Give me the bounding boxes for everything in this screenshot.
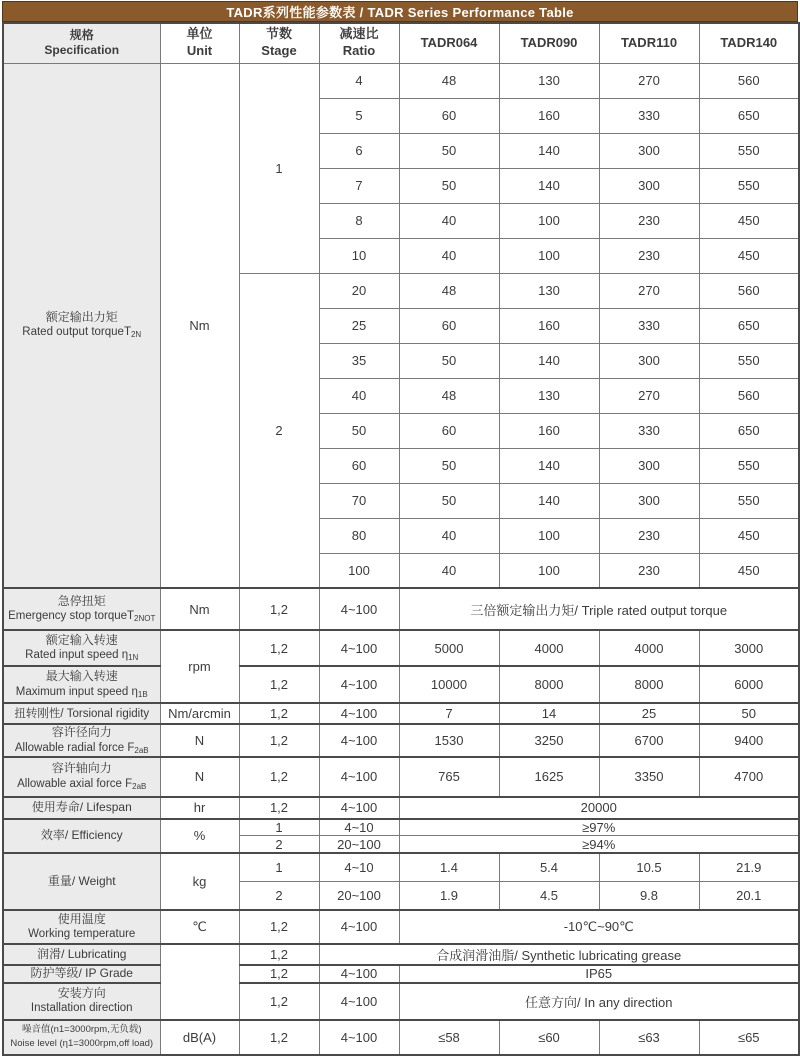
stage-cell: 1,2 xyxy=(239,588,319,630)
value-cell: 4700 xyxy=(699,757,799,797)
subscript: 1B xyxy=(137,689,148,699)
value-cell: 60 xyxy=(399,413,499,448)
unit-cell: rpm xyxy=(160,630,239,703)
unit-cell: Nm xyxy=(160,588,239,630)
value-cell: 40 xyxy=(399,203,499,238)
value-cell: 50 xyxy=(399,343,499,378)
table-row xyxy=(3,703,799,724)
ratio-cell: 10 xyxy=(319,238,399,273)
ratio-cell: 20~100 xyxy=(319,836,399,853)
value-cell: 40 xyxy=(399,518,499,553)
value-cell: 50 xyxy=(399,483,499,518)
ratio-cell: 5 xyxy=(319,98,399,133)
unit-cell: Nm xyxy=(160,63,239,588)
table-row xyxy=(3,588,799,630)
header-model-tadr140: TADR140 xyxy=(699,23,799,63)
ratio-cell: 4 xyxy=(319,63,399,98)
value-span-cell: 合成润滑油脂/ Synthetic lubricating grease xyxy=(319,944,799,965)
value-cell: 230 xyxy=(599,203,699,238)
table-row xyxy=(3,944,799,965)
table-title: TADR系列性能参数表 / TADR Series Performance Table xyxy=(226,5,574,20)
unit-cell: N xyxy=(160,757,239,797)
value-cell: 550 xyxy=(699,343,799,378)
header-model-tadr090: TADR090 xyxy=(499,23,599,63)
ratio-cell: 4~100 xyxy=(319,724,399,757)
ratio-cell: 40 xyxy=(319,378,399,413)
value-cell: 6700 xyxy=(599,724,699,757)
value-cell: 4000 xyxy=(599,630,699,666)
value-cell: 230 xyxy=(599,518,699,553)
value-cell: 60 xyxy=(399,308,499,343)
value-cell: 160 xyxy=(499,308,599,343)
value-cell: 4.5 xyxy=(499,882,599,910)
value-cell: 450 xyxy=(699,203,799,238)
value-cell: 9.8 xyxy=(599,882,699,910)
table-row xyxy=(3,724,799,757)
ratio-cell: 4~100 xyxy=(319,1020,399,1055)
stage-cell: 1,2 xyxy=(239,944,319,965)
value-cell: 650 xyxy=(699,308,799,343)
ratio-cell: 4~10 xyxy=(319,819,399,836)
value-cell: 300 xyxy=(599,483,699,518)
value-cell: 550 xyxy=(699,133,799,168)
spec-efficiency: 效率/ Efficiency xyxy=(3,819,160,853)
table-row xyxy=(3,910,799,944)
value-cell: 550 xyxy=(699,168,799,203)
value-cell: 140 xyxy=(499,448,599,483)
performance-table xyxy=(2,22,800,1056)
value-cell: 100 xyxy=(499,518,599,553)
value-cell: 1.9 xyxy=(399,882,499,910)
spec-maximum-input-speed: 最大输入转速 Maximum input speed $\eta_{1B}$ xyxy=(3,666,160,703)
value-cell: 50 xyxy=(399,168,499,203)
unit-cell-empty xyxy=(160,944,239,1020)
value-span-cell: 任意方向/ In any direction xyxy=(399,983,799,1020)
value-cell: 130 xyxy=(499,378,599,413)
stage-cell: 1 xyxy=(239,819,319,836)
value-cell: 6000 xyxy=(699,666,799,703)
ratio-cell: 35 xyxy=(319,343,399,378)
stage-cell: 1,2 xyxy=(239,1020,319,1055)
value-cell: 300 xyxy=(599,343,699,378)
value-cell: 1625 xyxy=(499,757,599,797)
ratio-cell: 60 xyxy=(319,448,399,483)
value-cell: 60 xyxy=(399,98,499,133)
value-cell: 8000 xyxy=(599,666,699,703)
spec-installation-direction: 安装方向 Installation direction xyxy=(3,983,160,1020)
value-cell: 100 xyxy=(499,238,599,273)
header-ratio: 减速比 Ratio xyxy=(319,23,399,63)
stage-cell: 1,2 xyxy=(239,666,319,703)
value-cell: 330 xyxy=(599,98,699,133)
ratio-cell: 4~100 xyxy=(319,797,399,819)
value-cell: 230 xyxy=(599,238,699,273)
value-span-cell: ≥97% xyxy=(399,819,799,836)
value-cell: 330 xyxy=(599,413,699,448)
value-cell: ≤63 xyxy=(599,1020,699,1055)
value-span-cell: IP65 xyxy=(399,965,799,983)
value-cell: 8000 xyxy=(499,666,599,703)
table-row xyxy=(3,1020,799,1055)
value-cell: 300 xyxy=(599,448,699,483)
value-cell: 140 xyxy=(499,343,599,378)
value-cell: 270 xyxy=(599,63,699,98)
unit-cell: kg xyxy=(160,853,239,910)
value-cell: 5000 xyxy=(399,630,499,666)
value-cell: 50 xyxy=(699,703,799,724)
value-cell: 4000 xyxy=(499,630,599,666)
value-cell: 560 xyxy=(699,63,799,98)
unit-cell: ℃ xyxy=(160,910,239,944)
header-model-tadr064: TADR064 xyxy=(399,23,499,63)
value-cell: 270 xyxy=(599,273,699,308)
value-cell: 21.9 xyxy=(699,853,799,882)
value-span-cell: ≥94% xyxy=(399,836,799,853)
value-cell: 1.4 xyxy=(399,853,499,882)
stage-cell: 1,2 xyxy=(239,724,319,757)
ratio-cell: 7 xyxy=(319,168,399,203)
ratio-cell: 4~100 xyxy=(319,666,399,703)
value-cell: 3000 xyxy=(699,630,799,666)
value-cell: 450 xyxy=(699,238,799,273)
unit-cell: Nm/arcmin xyxy=(160,703,239,724)
table-row xyxy=(3,757,799,797)
subscript: 2NOT xyxy=(134,614,156,624)
value-cell: ≤65 xyxy=(699,1020,799,1055)
ratio-cell: 6 xyxy=(319,133,399,168)
spec-emergency-stop-torque: 急停扭矩 Emergency stop torqueT$_{2NOT}$ xyxy=(3,588,160,630)
value-cell: 20.1 xyxy=(699,882,799,910)
spec-weight: 重量/ Weight xyxy=(3,853,160,910)
value-span-cell: 三倍额定输出力矩/ Triple rated output torque xyxy=(399,588,799,630)
stage-cell: 1,2 xyxy=(239,965,319,983)
table-row xyxy=(3,630,799,666)
stage-cell: 1,2 xyxy=(239,630,319,666)
header-unit: 单位 Unit xyxy=(160,23,239,63)
table-row xyxy=(3,819,799,836)
ratio-cell: 20~100 xyxy=(319,882,399,910)
value-cell: 300 xyxy=(599,168,699,203)
value-cell: 650 xyxy=(699,413,799,448)
stage-cell: 1 xyxy=(239,853,319,882)
ratio-cell: 4~10 xyxy=(319,853,399,882)
spec-allowable-axial-force: 容许轴向力 Allowable axial force $F_{2aB}$ xyxy=(3,757,160,797)
spec-torsional-rigidity: 扭转刚性/ Torsional rigidity xyxy=(3,703,160,724)
value-span-cell: 20000 xyxy=(399,797,799,819)
ratio-cell: 100 xyxy=(319,553,399,588)
subscript: 2N xyxy=(130,330,142,340)
value-cell: 230 xyxy=(599,553,699,588)
value-cell: ≤58 xyxy=(399,1020,499,1055)
table-row xyxy=(3,983,799,1020)
ratio-cell: 4~100 xyxy=(319,588,399,630)
value-cell: 160 xyxy=(499,413,599,448)
value-cell: 5.4 xyxy=(499,853,599,882)
ratio-cell: 25 xyxy=(319,308,399,343)
subscript: 2aB xyxy=(132,782,147,792)
spec-lifespan: 使用寿命/ Lifespan xyxy=(3,797,160,819)
ratio-cell: 4~100 xyxy=(319,703,399,724)
value-cell: 3350 xyxy=(599,757,699,797)
spec-noise-level: 噪音值(n1=3000rpm,无负载) Noise level (η1=3000rpm,off load) xyxy=(3,1020,160,1055)
header-model-tadr110: TADR110 xyxy=(599,23,699,63)
ratio-cell: 80 xyxy=(319,518,399,553)
value-cell: 50 xyxy=(399,448,499,483)
ratio-cell: 8 xyxy=(319,203,399,238)
value-cell: 130 xyxy=(499,63,599,98)
table-row xyxy=(3,965,799,983)
table-row xyxy=(3,853,799,882)
value-cell: 25 xyxy=(599,703,699,724)
value-cell: 50 xyxy=(399,133,499,168)
spec-lubricating: 润滑/ Lubricating xyxy=(3,944,160,965)
stage-cell: 1,2 xyxy=(239,703,319,724)
stage-cell: 2 xyxy=(239,836,319,853)
value-cell: 3250 xyxy=(499,724,599,757)
stage-cell: 1,2 xyxy=(239,983,319,1020)
value-cell: 650 xyxy=(699,98,799,133)
value-cell: 7 xyxy=(399,703,499,724)
spec-allowable-radial-force: 容许径向力 Allowable radial force $F_{2aB}$ xyxy=(3,724,160,757)
value-cell: 270 xyxy=(599,378,699,413)
value-cell: 560 xyxy=(699,273,799,308)
ratio-cell: 70 xyxy=(319,483,399,518)
value-cell: 48 xyxy=(399,378,499,413)
stage-cell: 2 xyxy=(239,273,319,588)
value-cell: 550 xyxy=(699,448,799,483)
table-title-bar xyxy=(2,1,798,22)
value-cell: 130 xyxy=(499,273,599,308)
value-cell: 9400 xyxy=(699,724,799,757)
value-cell: 10000 xyxy=(399,666,499,703)
value-cell: 450 xyxy=(699,518,799,553)
header-stage: 节数 Stage xyxy=(239,23,319,63)
spec-rated-input-speed: 额定输入转速 Rated input speed $\eta_{1N}$ xyxy=(3,630,160,666)
ratio-cell: 20 xyxy=(319,273,399,308)
table-row xyxy=(3,63,799,98)
value-cell: 560 xyxy=(699,378,799,413)
stage-cell: 1,2 xyxy=(239,757,319,797)
value-cell: 48 xyxy=(399,63,499,98)
unit-cell: N xyxy=(160,724,239,757)
value-cell: 100 xyxy=(499,203,599,238)
value-cell: 40 xyxy=(399,238,499,273)
stage-cell: 1 xyxy=(239,63,319,273)
subscript: 2aB xyxy=(134,745,149,755)
header-specification: 规格 Specification xyxy=(3,23,160,63)
unit-cell: dB(A) xyxy=(160,1020,239,1055)
value-cell: 48 xyxy=(399,273,499,308)
ratio-cell: 4~100 xyxy=(319,965,399,983)
value-cell: 160 xyxy=(499,98,599,133)
value-cell: 330 xyxy=(599,308,699,343)
value-cell: 300 xyxy=(599,133,699,168)
subscript: 1N xyxy=(128,653,139,663)
value-cell: 140 xyxy=(499,168,599,203)
value-cell: 550 xyxy=(699,483,799,518)
value-cell: 100 xyxy=(499,553,599,588)
value-cell: 1530 xyxy=(399,724,499,757)
spec-rated-output-torque: 额定输出力矩 Rated output torqueT$_{2N}$ xyxy=(3,63,160,588)
stage-cell: 2 xyxy=(239,882,319,910)
table-row xyxy=(3,797,799,819)
value-cell: 14 xyxy=(499,703,599,724)
ratio-cell: 50 xyxy=(319,413,399,448)
stage-cell: 1,2 xyxy=(239,910,319,944)
ratio-cell: 4~100 xyxy=(319,983,399,1020)
spec-ip-grade: 防护等级/ IP Grade xyxy=(3,965,160,983)
stage-cell: 1,2 xyxy=(239,797,319,819)
table-row xyxy=(3,666,799,703)
ratio-cell: 4~100 xyxy=(319,910,399,944)
unit-cell: % xyxy=(160,819,239,853)
value-cell: 450 xyxy=(699,553,799,588)
value-span-cell: -10℃~90℃ xyxy=(399,910,799,944)
header-row xyxy=(3,23,799,63)
value-cell: 140 xyxy=(499,133,599,168)
value-cell: ≤60 xyxy=(499,1020,599,1055)
value-cell: 765 xyxy=(399,757,499,797)
ratio-cell: 4~100 xyxy=(319,630,399,666)
value-cell: 10.5 xyxy=(599,853,699,882)
spec-working-temperature: 使用温度 Working temperature xyxy=(3,910,160,944)
unit-cell: hr xyxy=(160,797,239,819)
ratio-cell: 4~100 xyxy=(319,757,399,797)
value-cell: 40 xyxy=(399,553,499,588)
value-cell: 140 xyxy=(499,483,599,518)
